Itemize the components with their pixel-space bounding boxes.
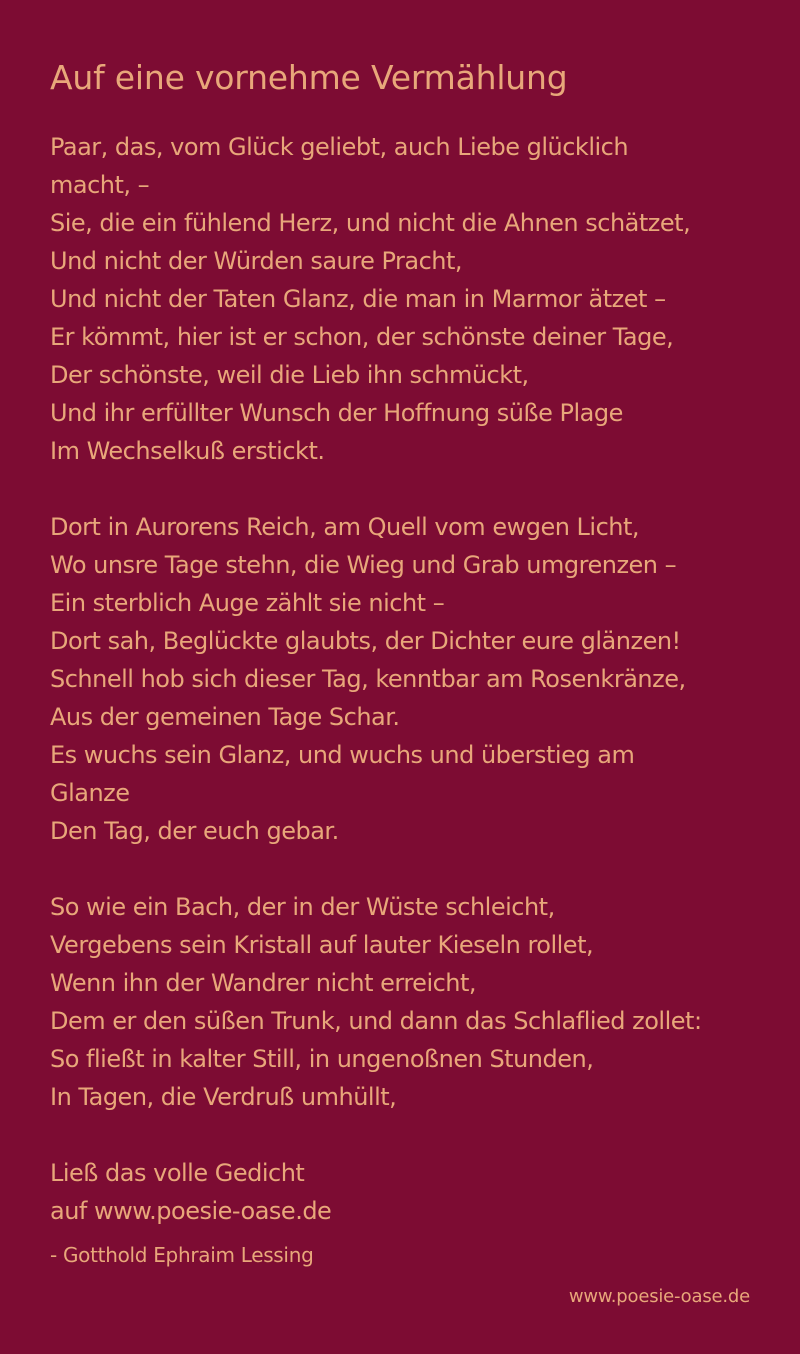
poem-title: Auf eine vornehme Vermählung xyxy=(50,58,568,97)
poem-line: Dort in Aurorens Reich, am Quell vom ewgen Licht, xyxy=(50,513,640,541)
poem-body xyxy=(50,128,770,1230)
poem-line: Und nicht der Würden saure Pracht, xyxy=(50,247,463,275)
poem-line: Glanze xyxy=(50,779,130,807)
poem-line: Wo unsre Tage stehn, die Wieg und Grab umgrenzen – xyxy=(50,551,677,579)
poem-line: Ließ das volle Gedicht xyxy=(50,1159,305,1187)
poem-line: Schnell hob sich dieser Tag, kenntbar am Rosenkränze, xyxy=(50,665,686,693)
poem-line: Sie, die ein fühlend Herz, und nicht die Ahnen schätzet, xyxy=(50,209,691,237)
footer-website: www.poesie-oase.de xyxy=(568,1286,750,1307)
poem-line: In Tagen, die Verdruß umhüllt, xyxy=(50,1083,397,1111)
poem-line: So fließt in kalter Still, in ungenoßnen Stunden, xyxy=(50,1045,594,1073)
poem-line: Aus der gemeinen Tage Schar. xyxy=(50,703,400,731)
poem-line: Und nicht der Taten Glanz, die man in Marmor ätzet – xyxy=(50,285,666,313)
poem-line: Dort sah, Beglückte glaubts, der Dichter eure glänzen! xyxy=(50,627,681,655)
stanza-4 xyxy=(50,1154,770,1230)
stanza-gap xyxy=(50,850,770,888)
poem-line: auf www.poesie-oase.de xyxy=(50,1197,332,1225)
poem-line: Den Tag, der euch gebar. xyxy=(50,817,339,845)
stanza-1 xyxy=(50,128,770,470)
poem-line: Es wuchs sein Glanz, und wuchs und überstieg am xyxy=(50,741,635,769)
poem-author: - Gotthold Ephraim Lessing xyxy=(50,1243,314,1267)
stanza-gap xyxy=(50,1116,770,1154)
poem-page xyxy=(50,56,770,1270)
poem-line: So wie ein Bach, der in der Wüste schleicht, xyxy=(50,893,555,921)
stanza-2 xyxy=(50,508,770,850)
stanza-3 xyxy=(50,888,770,1116)
stanza-gap xyxy=(50,470,770,508)
poem-line: Paar, das, vom Glück geliebt, auch Liebe glücklich xyxy=(50,133,629,161)
poem-line: Im Wechselkuß erstickt. xyxy=(50,437,325,465)
poem-line: Er kömmt, hier ist er schon, der schönste deiner Tage, xyxy=(50,323,674,351)
poem-line: Dem er den süßen Trunk, und dann das Schlaflied zollet: xyxy=(50,1007,702,1035)
poem-line: Wenn ihn der Wandrer nicht erreicht, xyxy=(50,969,477,997)
poem-line: Ein sterblich Auge zählt sie nicht – xyxy=(50,589,445,617)
poem-line: Und ihr erfüllter Wunsch der Hoffnung süße Plage xyxy=(50,399,623,427)
poem-line: Der schönste, weil die Lieb ihn schmückt, xyxy=(50,361,529,389)
poem-line: macht, – xyxy=(50,171,150,199)
poem-line: Vergebens sein Kristall auf lauter Kieseln rollet, xyxy=(50,931,594,959)
